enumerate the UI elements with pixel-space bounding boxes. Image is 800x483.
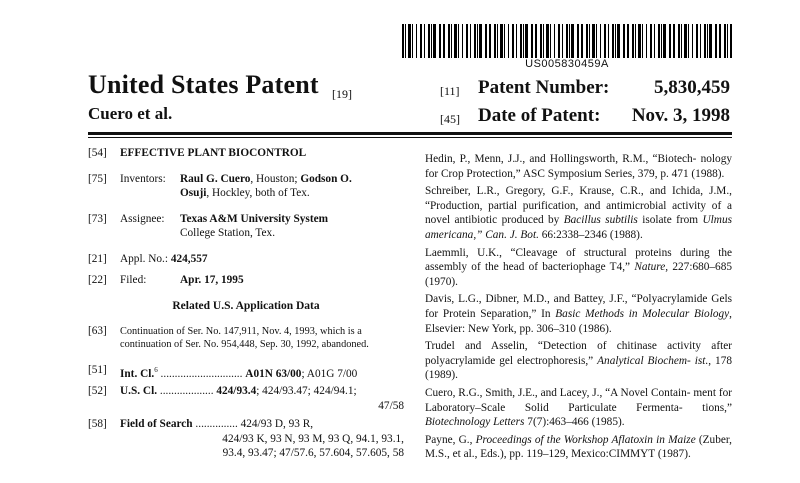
intcl-label: Int. Cl. (120, 367, 155, 380)
appl-label: Appl. No.: (120, 252, 169, 265)
barcode-bar (428, 24, 430, 58)
barcode-bar (589, 24, 590, 58)
barcode-bar (704, 24, 706, 58)
barcode-bar (681, 24, 682, 58)
reference-text: 227:680–685 (1970). (425, 261, 733, 288)
barcode-bar (727, 24, 728, 58)
references-column (425, 152, 732, 465)
code-45: [45] (440, 112, 460, 126)
reference-italic: Nature, (634, 261, 669, 274)
barcode-bar (540, 24, 542, 58)
search-line-1: 424/93 D, 93 R, (240, 418, 314, 431)
barcode-bar (709, 24, 712, 58)
inventor-1-location: , Houston; (250, 172, 301, 185)
barcode-bar (700, 24, 701, 58)
barcode-bar (623, 24, 625, 58)
field-inventors (88, 172, 404, 201)
barcode-bar (715, 24, 717, 58)
assignee-name: Texas A&M University System (180, 212, 329, 225)
reference-italic: Basic Methods in Molecular Biology (555, 307, 730, 320)
field-continuation (88, 325, 404, 351)
barcode-bar (724, 24, 726, 58)
barcode-bar (600, 24, 601, 58)
barcode-bar (604, 24, 606, 58)
barcode-bar (500, 24, 503, 58)
reference-item (425, 433, 732, 462)
barcode-bar (451, 24, 452, 58)
filed-date: Apr. 17, 1995 (180, 274, 244, 286)
inventor-1: Raul G. Cuero (180, 172, 251, 185)
barcode-bar (497, 24, 498, 58)
header-rule-thin (88, 137, 732, 138)
barcode-bar (627, 24, 629, 58)
barcode-bar (543, 24, 544, 58)
barcode-bar (439, 24, 441, 58)
barcode-bar (479, 24, 482, 58)
barcode-bar (673, 24, 675, 58)
barcode-bar (730, 24, 732, 58)
patent-date: Nov. 3, 1998 (631, 105, 730, 126)
barcode-bar (696, 24, 698, 58)
uscl-rest-2: 47/58 (378, 399, 404, 412)
intcl-rest: ; A01G 7/00 (301, 367, 358, 380)
uscl-value: 424/93.4 (216, 385, 257, 398)
barcode (402, 24, 732, 58)
reference-text: 7(7):463–466 (1985). (524, 416, 625, 429)
barcode-bar (719, 24, 721, 58)
barcode-bar (554, 24, 555, 58)
barcode-bar (494, 24, 496, 58)
reference-text: Payne, G., (425, 433, 476, 446)
invention-title: EFFECTIVE PLANT BIOCONTROL (120, 147, 307, 159)
code-19: [19] (332, 87, 352, 101)
field-search (88, 417, 404, 461)
reference-text: (Zuber, M.S., et al., Eds.), pp. 119–129, Mexico:CIMMYT (1987). (425, 433, 733, 461)
field-code: [58] (88, 418, 107, 431)
barcode-bar (523, 24, 524, 58)
field-filed (88, 273, 404, 288)
barcode-bar (408, 24, 411, 58)
inventor-2-location: , Hockley, both of Tex. (206, 187, 310, 199)
barcode-bar (592, 24, 595, 58)
reference-text: Laemmli, U.K., “Cleavage of structural proteins during the assembly of the head of bacteriophage T4,” (425, 246, 732, 274)
code-11: [11] (440, 84, 460, 98)
barcode-bar (707, 24, 708, 58)
field-code: [21] (88, 252, 107, 265)
barcode-bar (458, 24, 459, 58)
search-line-2: 424/93 K, 93 N, 93 M, 93 Q, 94.1, 93.1, (222, 432, 404, 445)
continuation-text: Continuation of Ser. No. 147,911, Nov. 4, 1993, which is a continuation of Ser. No. 954,448, Sep. 30, 1992, abandoned. (120, 326, 369, 350)
barcode-bar (462, 24, 463, 58)
inventors-header: Cuero et al. (88, 104, 173, 123)
bibliographic-column (88, 146, 404, 472)
barcode-bar (566, 24, 568, 58)
intcl-dots: ............................. (157, 367, 243, 380)
patent-number: 5,830,459 (654, 77, 730, 98)
field-appl (88, 252, 404, 267)
barcode-bar (535, 24, 537, 58)
uscl-dots: ................... (157, 385, 214, 398)
barcode-bar (654, 24, 655, 58)
reference-text: Davis, L.G., Dibner, M.D., and Battey, J.F., “Polyacrylamide Gels for Protein Separation,” In (425, 293, 732, 320)
barcode-bar (420, 24, 422, 58)
barcode-number: US005830459A (525, 58, 609, 70)
reference-item (425, 292, 732, 336)
inventor-2: Godson O. (300, 172, 352, 185)
search-dots: ............... (192, 418, 238, 431)
reference-item (425, 339, 732, 383)
barcode-bar (512, 24, 514, 58)
field-assignee (88, 212, 404, 241)
barcode-bar (412, 24, 413, 58)
barcode-bar (617, 24, 620, 58)
field-code: [63] (88, 325, 107, 337)
barcode-bar (431, 24, 432, 58)
barcode-bar (678, 24, 680, 58)
field-title (88, 146, 404, 161)
barcode-bar (525, 24, 528, 58)
barcode-bar (402, 24, 404, 58)
barcode-bar (466, 24, 468, 58)
reference-text: Trudel and Asselin, “Detection of chitinase activity after polyacrylamide gel electrophoresis,” (425, 340, 732, 367)
barcode-bar (448, 24, 450, 58)
reference-italic: Biotechnology Letters (425, 416, 525, 429)
barcode-bar (520, 24, 522, 58)
barcode-bar (650, 24, 652, 58)
reference-item (425, 386, 732, 430)
barcode-bar (632, 24, 634, 58)
barcode-bar (608, 24, 609, 58)
header-rule-thick (88, 132, 732, 135)
barcode-bar (571, 24, 574, 58)
barcode-bar (646, 24, 647, 58)
barcode-bar (477, 24, 478, 58)
barcode-bar (663, 24, 666, 58)
reference-text: , Elsevier: New York, pp. 306–310 (1986). (425, 307, 732, 335)
inventor-2b: Osuji (180, 187, 207, 199)
barcode-bar (416, 24, 417, 58)
reference-italic: Proceedings of the Workshop Aflatoxin in Maize (475, 433, 696, 446)
reference-item (425, 152, 732, 181)
barcode-bar (562, 24, 563, 58)
patent-number-label: Patent Number: (478, 77, 610, 98)
field-uscl (88, 384, 404, 413)
barcode-bar (508, 24, 509, 58)
barcode-bar (531, 24, 533, 58)
reference-italic: Analytical Biochem- ist. (597, 354, 709, 367)
reference-item (425, 246, 732, 290)
intcl-value: A01N 63/00 (245, 367, 302, 380)
barcode-bar (692, 24, 693, 58)
barcode-bar (546, 24, 549, 58)
field-code: [75] (88, 172, 107, 185)
barcode-bar (569, 24, 570, 58)
reference-text: , 178 (1989). (425, 354, 733, 382)
uscl-label: U.S. Cl. (120, 385, 158, 398)
field-intcl (88, 363, 404, 381)
barcode-bar (504, 24, 505, 58)
barcode-bar (684, 24, 687, 58)
field-code: [73] (88, 212, 107, 225)
barcode-bar (550, 24, 551, 58)
reference-text: isolate from (637, 214, 703, 227)
uscl-rest-1: ; 424/93.47; 424/94.1; (256, 385, 357, 398)
barcode-bar (485, 24, 487, 58)
related-data-heading: Related U.S. Application Data (172, 299, 320, 312)
barcode-bar (642, 24, 643, 58)
field-code: [54] (88, 147, 107, 159)
reference-italic: Bacillus subtilis (563, 214, 638, 227)
barcode-bar (516, 24, 517, 58)
barcode-bar (669, 24, 671, 58)
patent-title-header: United States Patent (88, 70, 319, 99)
reference-text: Hedin, P., Menn, J.J., and Hollingsworth, R.M., “Biotech- nology for Crop Protection,” ASC Symposium Series, 379, p. 471 (1988). (425, 153, 732, 180)
date-label: Date of Patent: (478, 105, 601, 126)
assignee-label: Assignee: (120, 212, 165, 225)
reference-text: Schreiber, L.R., Gregory, G.F., Krause, C.R., and Ichida, J.M., “Production, partial purification, and antimicrobial activity of a novel antibiotic produced by (425, 185, 732, 227)
barcode-bar (405, 24, 406, 58)
intcl-sup: 6 (154, 366, 158, 374)
reference-text: Cuero, R.G., Smith, J.E., and Lacey, J., “A Novel Contain- ment for Laboratory–Scale Solid Particulate Fermenta- tions,” (425, 386, 732, 414)
appl-number: 424,557 (170, 252, 208, 265)
filed-label: Filed: (120, 274, 147, 286)
reference-italic: Ulmus americana,” Can. J. Bot. (425, 214, 732, 241)
barcode-bar (470, 24, 471, 58)
inventors-label: Inventors: (120, 172, 166, 185)
barcode-bar (688, 24, 689, 58)
assignee-location: College Station, Tex. (180, 227, 276, 239)
barcode-bar (635, 24, 636, 58)
field-code: [22] (88, 274, 107, 286)
reference-text: 66:2338–2346 (1988). (538, 228, 643, 241)
barcode-bar (433, 24, 436, 58)
field-code: [51] (88, 364, 107, 376)
barcode-bar (577, 24, 579, 58)
barcode-bar (424, 24, 425, 58)
barcode-bar (489, 24, 491, 58)
reference-item (425, 184, 732, 242)
search-line-3: 93.4, 93.47; 47/57.6, 57.604, 57.605, 58 (222, 447, 404, 460)
barcode-bar (581, 24, 583, 58)
barcode-bar (638, 24, 641, 58)
barcode-bar (586, 24, 588, 58)
barcode-bar (596, 24, 597, 58)
barcode-bar (558, 24, 560, 58)
barcode-bar (612, 24, 614, 58)
field-code: [52] (88, 385, 107, 398)
search-label: Field of Search (120, 418, 193, 431)
barcode-bar (474, 24, 476, 58)
barcode-bar (615, 24, 616, 58)
barcode-bar (454, 24, 457, 58)
barcode-bar (658, 24, 660, 58)
barcode-bar (443, 24, 445, 58)
barcode-bar (661, 24, 662, 58)
